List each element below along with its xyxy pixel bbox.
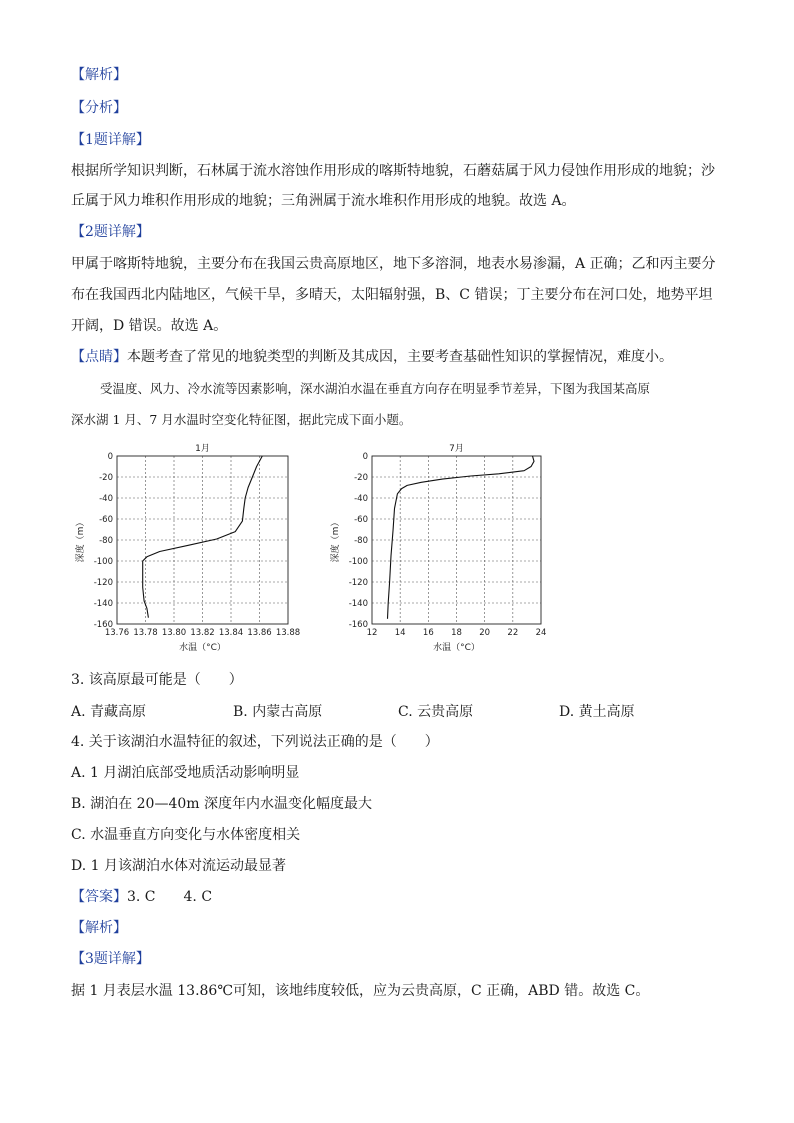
answer-text: 3. C 4. C [127,889,213,905]
chart1-title: 1月 [195,444,210,454]
q3-answer-detail-text: 据 1 月表层水温 13.86℃可知，该地纬度较低，应为云贵高原，C 正确，ABD 错。故选 C。 [71,983,650,999]
q2-detail-heading: 【2题详解】 [71,224,150,240]
answer-line [71,887,212,907]
chart1-ytick-label: -160 [93,620,113,630]
q3-option-b: B. 内蒙古高原 [233,704,323,720]
chart2-ytick-label: -20 [354,473,368,483]
chart1-ytick-label: -140 [93,599,113,609]
q4-option-a: A. 1 月湖泊底部受地质活动影响明显 [71,765,300,781]
chart2-xlabel: 水温（°C） [433,643,480,653]
q3-option-c: C. 云贵高原 [398,704,474,720]
intro-line2: 深水湖 1 月、7 月水温时空变化特征图，据此完成下面小题。 [71,412,412,427]
q3-option-d: D. 黄土高原 [559,704,635,720]
q4-option-d: D. 1 月该湖泊水体对流运动最显著 [71,858,286,874]
chart2-xtick-label: 24 [535,628,547,638]
q4-option-b: B. 湖泊在 20—40m 深度年内水温变化幅度最大 [71,796,372,812]
chart2-ytick-label: -60 [354,515,368,525]
question-3: 3. 该高原最可能是（ ） [71,672,243,688]
chart2-xtick-label: 20 [479,628,491,638]
chart1-xtick-label: 13.80 [161,628,187,638]
chart1-xtick-label: 13.88 [275,628,301,638]
chart1-ytick-label: -60 [99,515,113,525]
chart2-xtick-label: 18 [451,628,462,638]
chart2-xtick-label: 14 [394,628,406,638]
chart1-xtick-label: 13.86 [247,628,272,638]
chart1-ytick-label: -120 [93,578,113,588]
chart2-ytick-label: -140 [348,599,368,609]
fenxi-heading: 【分析】 [71,100,127,116]
chart2-temperature-line [388,456,535,619]
chart2-ytick-label: -80 [354,536,368,546]
q1-detail-line1: 根据所学知识判断，石林属于流水溶蚀作用形成的喀斯特地貌，石蘑菇属于风力侵蚀作用形成的地貌；沙 [71,163,715,179]
q4-option-c: C. 水温垂直方向变化与水体密度相关 [71,827,301,843]
chart1-xtick-label: 13.84 [218,628,244,638]
answer-tag: 【答案】 [71,889,127,905]
dianjing-text: 本题考查了常见的地貌类型的判断及其成因，主要考查基础性知识的掌握情况，难度小。 [127,349,673,365]
chart2-ytick-label: 0 [362,452,368,462]
question-4: 4. 关于该湖泊水温特征的叙述，下列说法正确的是（ ） [71,734,439,750]
water-temp-charts [0,430,794,660]
chart2-ytick-label: -100 [348,557,368,567]
chart1-ytick-label: -100 [93,557,113,567]
chart1-xtick-label: 13.76 [104,628,130,638]
dianjing-paragraph [71,347,673,367]
q2-detail-line2: 布在我国西北内陆地区，气候干旱，多晴天，太阳辐射强，B、C 错误；丁主要分布在河口处，地势平坦 [71,287,713,303]
chart2-ytick-label: -160 [348,620,368,630]
chart2-xtick-label: 22 [507,628,519,638]
q1-detail-heading: 【1题详解】 [71,132,150,148]
chart2-xtick-label: 16 [422,628,434,638]
chart1-ylabel: 深度（m） [76,517,86,563]
chart2-xtick-label: 12 [366,628,378,638]
chart2-ytick-label: -40 [354,494,368,504]
chart1-xtick-label: 13.82 [190,628,215,638]
q2-detail-line1: 甲属于喀斯特地貌，主要分布在我国云贵高原地区，地下多溶洞，地表水易渗漏，A 正确；乙和丙主要分 [71,256,716,272]
chart2-ytick-label: -120 [348,578,368,588]
intro-line1: 受温度、风力、冷水流等因素影响，深水湖泊水温在垂直方向存在明显季节差异，下图为我国某高原 [100,381,651,396]
dianjing-tag: 【点睛】 [71,349,127,365]
chart1-ytick-label: -40 [99,494,113,504]
q3-option-a: A. 青藏高原 [71,704,147,720]
chart2-ylabel: 深度（m） [331,517,341,563]
jiexi-heading: 【解析】 [71,67,127,83]
q3-answer-detail-heading: 【3题详解】 [71,951,150,967]
chart1-ytick-label: -20 [99,473,113,483]
chart1-xlabel: 水温（°C） [179,643,226,653]
q1-detail-line2: 丘属于风力堆积作用形成的地貌；三角洲属于流水堆积作用形成的地貌。故选 A。 [71,193,576,209]
chart2-title: 7月 [449,444,464,454]
chart1-ytick-label: 0 [107,452,113,462]
chart1-xtick-label: 13.78 [133,628,158,638]
answer-jiexi-heading: 【解析】 [71,920,127,936]
q2-detail-line3: 开阔，D 错误。故选 A。 [71,318,228,334]
chart1-ytick-label: -80 [99,536,113,546]
